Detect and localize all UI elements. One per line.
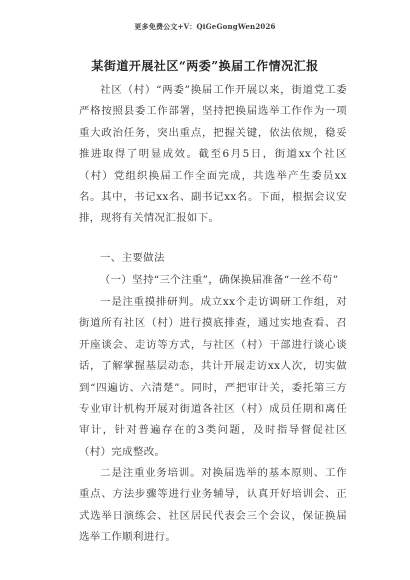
document-title: 某街道开展社区“两委”换届工作情况汇报	[91, 59, 319, 73]
header-note: 更多免费公文+V：QiGeGongWen2026	[134, 22, 276, 31]
paragraph-training	[79, 463, 347, 549]
paragraph-intro	[79, 80, 347, 230]
subsection-heading-text: （一）坚持“三个注重”，确保换届准备“一丝不苟”	[99, 274, 339, 286]
paragraph-training-text: 二是注重业务培训。对换届选举的基本原则、工作重点、方法步骤等进行业务辅导，认真开好培训会、正式选举日演练会、社区居民代表会三个会议，保证换届选举工作顺利进行。	[79, 467, 347, 544]
section-heading: 一、主要做法	[100, 252, 165, 264]
subsection-heading	[79, 270, 347, 291]
paragraph-research-text: 一是注重摸排研判。成立xx个走访调研工作组，对街道所有社区（村）进行摸底排查，通过实地查看、召开座谈会、走访等方式，与社区（村）干部进行谈心谈话，了解掌握基层动态，共计开展走访xx人次，切实做到“四遍访、六清楚”。同时，严把审计关，委托第三方专业审计机构开展对街道各社区（村）成员任期和离任审计，针对普遍存在的3类问题，及时指导督促社区（村）完成整改。	[79, 296, 347, 458]
paragraph-intro-text: 社区（村）“两委”换届工作开展以来，街道党工委严格按照县委工作部署，坚持把换届选举工作作为一项重大政治任务，突出重点，把握关键，依法依规，稳妥推进取得了明显成效。截至6月5日，街道xx个社区（村）党组织换届工作全面完成，共选举产生委员xx名。其中，书记xx名、副书记xx名。下面，根据会议安排，现将有关情况汇报如下。	[79, 84, 347, 225]
paragraph-research	[79, 292, 347, 463]
